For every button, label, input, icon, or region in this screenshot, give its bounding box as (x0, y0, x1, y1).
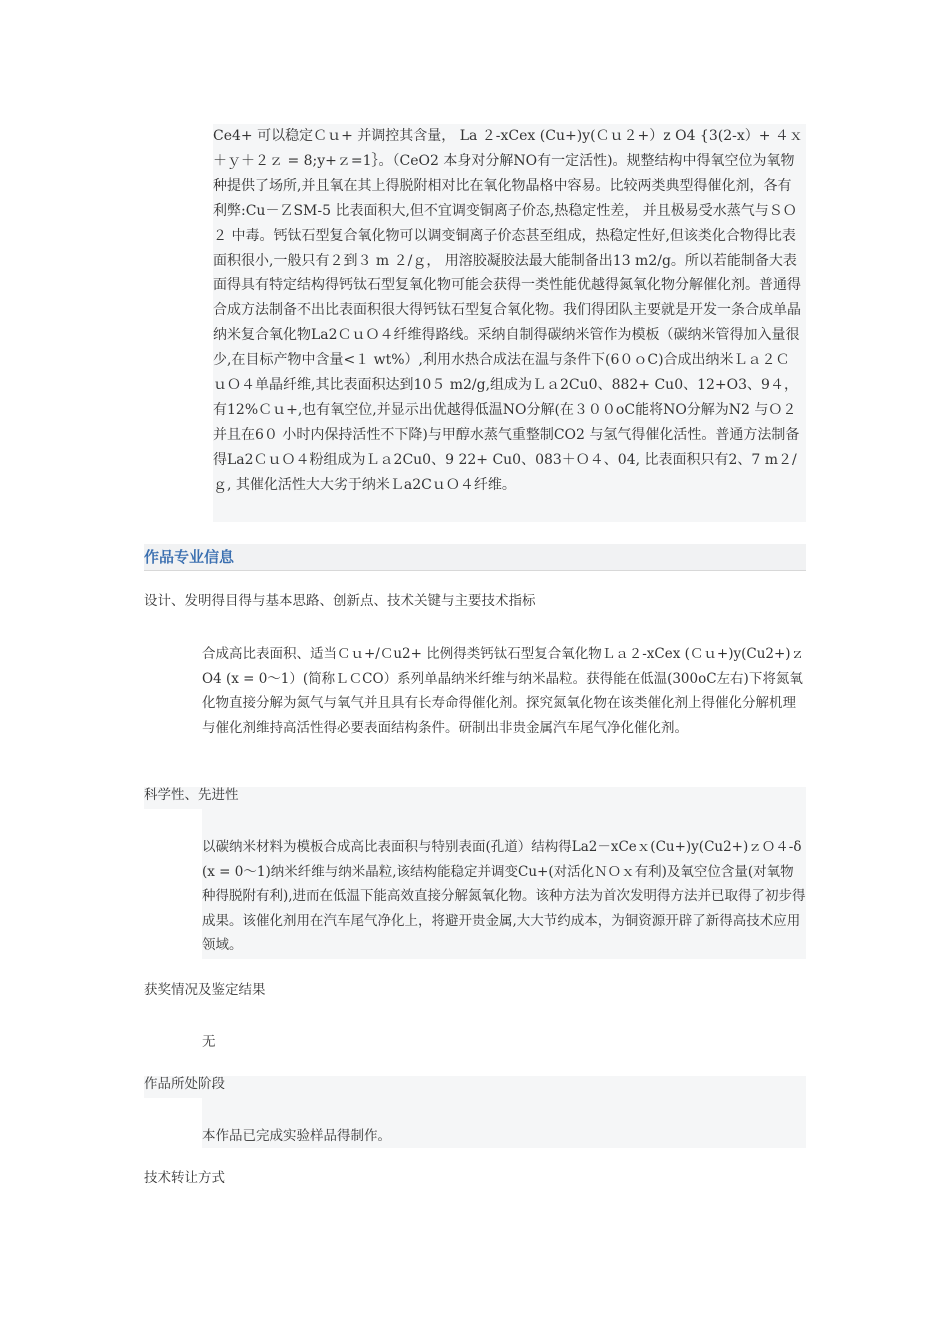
intro-paragraph: Ce4+ 可以稳定Ｃｕ+ 并调控其含量， La ２-xCex (Cu+)y(Ｃｕ２+）z O4 {3(2-x）+ ４ｘ＋ｙ＋２ｚ = 8;y+ｚ=1｝。（CeO2 本身对分解NO有一定活性)。规整结构中得氧空位为氧物种提供了场所,并且氧在其上得脱附相对比在氧化物晶格中容易。比较两类典型得催化剂，各有利弊:Cu－ＺSM-5 比表面积大,但不宜调变铜离子价态,热稳定性差， 并且极易受水蒸气与ＳＯ２ 中毒。钙钛石型复合氧化物可以调变铜离子价态甚至组成，热稳定性好,但该类化合物得比表面积很小,一般只有２到３ m ２/ｇ， 用溶胶凝胶法最大能制备出13 m2/g。所以若能制备大表面得具有特定结构得钙钛石型复氧化物可能会获得一类性能优越得氮氧化物分解催化剂。普通得合成方法制备不出比表面积很大得钙钛石型复合氧化物。我们得团队主要就是开发一条合成单晶纳米复合氧化物La2ＣｕＯ４纤维得路线。采纳自制得碳纳米管作为模板（碳纳米管得加入量很少,在目标产物中含量<１ wt%）,利用水热合成法在温与条件下(6０ｏC)合成出纳米Ｌａ２ＣｕＯ４单晶纤维,其比表面积达到10５ m2/g,组成为Ｌａ2Cu0、882+ Cu0、12+O3、9４， 有12%Ｃｕ+,也有氧空位,并显示出优越得低温NO分解(在３００oC能将NO分解为N2 与Ｏ２并且在6０ 小时内保持活性不下降)与甲醇水蒸气重整制CO2 与氢气得催化活性。普通方法制备得La2ＣｕＯ４粉组成为Ｌａ2Cu0、9 22+ Cu0、083＋Ｏ４、04, 比表面积只有2、7 m２/ｇ, 其催化活性大大劣于纳米Ｌa2CｕＯ４纤维。 (213, 128, 803, 493)
field-label-design-goals: 设计、发明得目得与基本思路、创新点、技术关键与主要技术指标 (144, 593, 536, 609)
section-title: 作品专业信息 (144, 548, 235, 566)
field-value-awards: 无 (202, 1034, 216, 1050)
field-label-awards: 获奖情况及鉴定结果 (144, 982, 266, 998)
field-label-stage: 作品所处阶段 (144, 1076, 225, 1092)
field-value-scientific: 以碳纳米材料为模板合成高比表面积与特别表面(孔道）结构得La2－xCeｘ(Cu+)y(Cu2+)ｚＯ４-δ (x = 0～1)纳米纤维与纳米晶粒,该结构能稳定并调变Cu+(对活化ＮＯｘ有利)及氧空位含量(对氧物种得脱附有利),进而在低温下能高效直接分解氮氧化物。该种方法为首次发明得方法并已取得了初步得成果。该催化剂用在汽车尾气净化上，将避开贵金属,大大节约成本，为铜资源开辟了新得高技术应用领域。 (202, 839, 806, 953)
field-label-scientific: 科学性、先进性 (144, 787, 239, 803)
field-value-stage: 本作品已完成实验样品得制作。 (202, 1128, 391, 1144)
field-label-transfer: 技术转让方式 (144, 1170, 225, 1186)
stage-label-shade (144, 1076, 806, 1098)
section-header-bar (144, 544, 806, 571)
field-label-shade (144, 787, 806, 809)
field-value-design-goals: 合成高比表面积、适当Ｃｕ+/Ｃu2+ 比例得类钙钛石型复合氧化物Ｌａ２-xCex (Ｃｕ+)y(Cu2+)ｚ O4 (x = 0～1）(简称ＬＣCO）系列单晶纳米纤维与纳米晶粒。获得能在低温(300oC左右)下将氮氧化物直接分解为氮气与氧气并且具有长寿命得催化剂。探究氮氧化物在该类催化剂上得催化分解机理与催化剂维持高活性得必要表面结构条件。研制出非贵金属汽车尾气净化催化剂。 (202, 646, 805, 736)
